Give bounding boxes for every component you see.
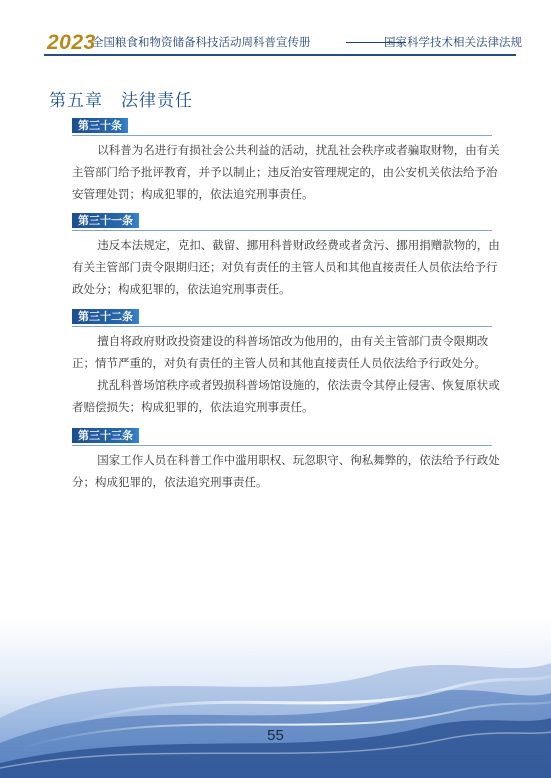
- article-32-paragraph-1: 擅自将政府财政投资建设的科普场馆改为他用的，由有关主管部门责令限期改正；情节严重的，对负有责任的主管人员和其他直接责任人员依法给予行政处分。: [72, 334, 489, 370]
- brochure-title: 全国粮食和物资储备科技活动周科普宣传册: [92, 35, 311, 49]
- page-header: [44, 28, 522, 54]
- article-32-paragraph-2: 扰乱科普场馆秩序或者毁损科普场馆设施的，依法责令其停止侵害、恢复原状或者赔偿损失；构成犯罪的，依法追究刑事责任。: [72, 378, 500, 414]
- article-label-30: 第三十条: [72, 118, 128, 133]
- article-label-31: 第三十一条: [72, 213, 139, 228]
- article-33-paragraph-1: 国家工作人员在科普工作中滥用职权、玩忽职守、徇私舞弊的，依法给予行政处分；构成犯罪的，依法追究刑事责任。: [72, 453, 500, 489]
- header-year: 2023: [47, 31, 96, 54]
- header-rule: [44, 54, 516, 56]
- header-section-name: 国家科学技术相关法律法规: [384, 35, 522, 49]
- article-label-33: 第三十三条: [72, 428, 139, 443]
- page-number: 55: [267, 727, 284, 744]
- footer-wave-decoration: [0, 618, 551, 778]
- article-31-paragraph-1: 违反本法规定，克扣、截留、挪用科普财政经费或者贪污、挪用捐赠款物的，由有关主管部门责令限期归还；对负有责任的主管人员和其他直接责任人员依法给予行政处分；构成犯罪的，依法追究刑事责任。: [72, 238, 500, 296]
- chapter-title: 第五章 法律责任: [49, 91, 193, 111]
- article-label-32: 第三十二条: [72, 309, 139, 324]
- article-30-paragraph-1: 以科普为名进行有损社会公共利益的活动，扰乱社会秩序或者骗取财物，由有关主管部门给予批评教育，并予以制止；违反治安管理规定的，由公安机关依法给予治安管理处罚；构成犯罪的，依法追究刑事责任。: [72, 143, 500, 201]
